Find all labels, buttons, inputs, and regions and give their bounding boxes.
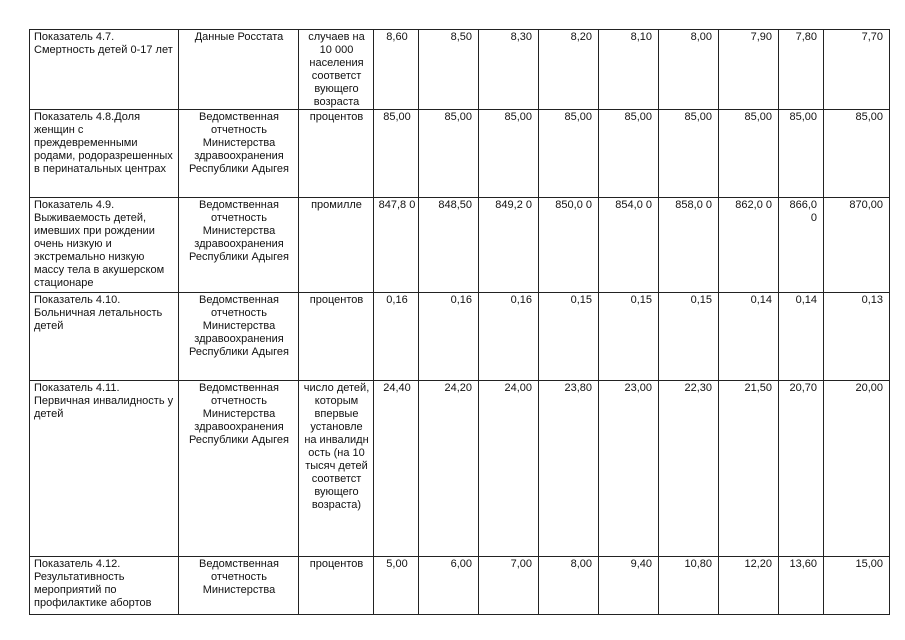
value-cell: 7,00: [479, 557, 539, 615]
source-cell: Ведомственная отчетность Министерства здравоохранения Республики Адыгея: [179, 293, 299, 381]
value-cell: 85,00: [779, 110, 824, 198]
table-row: [30, 557, 890, 615]
value-cell: 22,30: [659, 381, 719, 557]
value-cell: 0,16: [374, 293, 419, 381]
value-cell: 5,00: [374, 557, 419, 615]
value-cell: 0,16: [419, 293, 479, 381]
source-cell: Данные Росстата: [179, 30, 299, 110]
value-cell: 858,0 0: [659, 198, 719, 293]
value-cell: 85,00: [539, 110, 599, 198]
unit-cell: процентов: [299, 293, 374, 381]
value-cell: 9,40: [599, 557, 659, 615]
value-cell: 15,00: [824, 557, 890, 615]
source-cell: Ведомственная отчетность Министерства здравоохранения Республики Адыгея: [179, 198, 299, 293]
value-cell: 8,50: [419, 30, 479, 110]
value-cell: 13,60: [779, 557, 824, 615]
value-cell: 12,20: [719, 557, 779, 615]
indicators-table: [29, 29, 890, 615]
unit-cell: процентов: [299, 557, 374, 615]
unit-cell: число детей, которым впервые установле на инвалидн ость (на 10 тысяч детей соответст вующего возраста): [299, 381, 374, 557]
value-cell: 7,80: [779, 30, 824, 110]
value-cell: 8,20: [539, 30, 599, 110]
value-cell: 8,10: [599, 30, 659, 110]
value-cell: 0,14: [779, 293, 824, 381]
indicator-cell: Показатель 4.12. Результативность мероприятий по профилактике абортов: [30, 557, 179, 615]
table-row: [30, 198, 890, 293]
value-cell: 854,0 0: [599, 198, 659, 293]
value-cell: 7,70: [824, 30, 890, 110]
indicator-cell: Показатель 4.11. Первичная инвалидность у детей: [30, 381, 179, 557]
value-cell: 870,00: [824, 198, 890, 293]
value-cell: 85,00: [659, 110, 719, 198]
value-cell: 85,00: [479, 110, 539, 198]
indicator-cell: Показатель 4.9. Выживаемость детей, имевших при рождении очень низкую и экстремально низкую массу тела в акушерском стационаре: [30, 198, 179, 293]
value-cell: 0,15: [539, 293, 599, 381]
value-cell: 85,00: [374, 110, 419, 198]
table-row: [30, 110, 890, 198]
value-cell: 7,90: [719, 30, 779, 110]
value-cell: 0,15: [659, 293, 719, 381]
unit-cell: промилле: [299, 198, 374, 293]
value-cell: 8,00: [539, 557, 599, 615]
value-cell: 0,14: [719, 293, 779, 381]
value-cell: 8,00: [659, 30, 719, 110]
unit-cell: процентов: [299, 110, 374, 198]
source-cell: Ведомственная отчетность Министерства здравоохранения Республики Адыгея: [179, 110, 299, 198]
indicator-cell: Показатель 4.7. Смертность детей 0-17 лет: [30, 30, 179, 110]
value-cell: 20,70: [779, 381, 824, 557]
value-cell: 85,00: [419, 110, 479, 198]
indicator-cell: Показатель 4.10. Больничная летальность детей: [30, 293, 179, 381]
unit-cell: случаев на 10 000 населения соответст вующего возраста: [299, 30, 374, 110]
source-cell: Ведомственная отчетность Министерства здравоохранения Республики Адыгея: [179, 381, 299, 557]
value-cell: 0,15: [599, 293, 659, 381]
value-cell: 20,00: [824, 381, 890, 557]
indicator-cell: Показатель 4.8.Доля женщин с преждевременными родами, родоразрешенных в перинатальных центрах: [30, 110, 179, 198]
table-row: [30, 293, 890, 381]
value-cell: 85,00: [824, 110, 890, 198]
value-cell: 849,2 0: [479, 198, 539, 293]
value-cell: 24,40: [374, 381, 419, 557]
value-cell: 866,0 0: [779, 198, 824, 293]
value-cell: 8,60: [374, 30, 419, 110]
value-cell: 848,50: [419, 198, 479, 293]
value-cell: 850,0 0: [539, 198, 599, 293]
value-cell: 24,00: [479, 381, 539, 557]
value-cell: 847,8 0: [374, 198, 419, 293]
value-cell: 85,00: [599, 110, 659, 198]
value-cell: 8,30: [479, 30, 539, 110]
source-cell: Ведомственная отчетность Министерства: [179, 557, 299, 615]
value-cell: 23,80: [539, 381, 599, 557]
value-cell: 0,13: [824, 293, 890, 381]
value-cell: 21,50: [719, 381, 779, 557]
value-cell: 23,00: [599, 381, 659, 557]
value-cell: 862,0 0: [719, 198, 779, 293]
value-cell: 6,00: [419, 557, 479, 615]
value-cell: 0,16: [479, 293, 539, 381]
value-cell: 10,80: [659, 557, 719, 615]
table-row: [30, 30, 890, 110]
table-row: [30, 381, 890, 557]
value-cell: 85,00: [719, 110, 779, 198]
value-cell: 24,20: [419, 381, 479, 557]
